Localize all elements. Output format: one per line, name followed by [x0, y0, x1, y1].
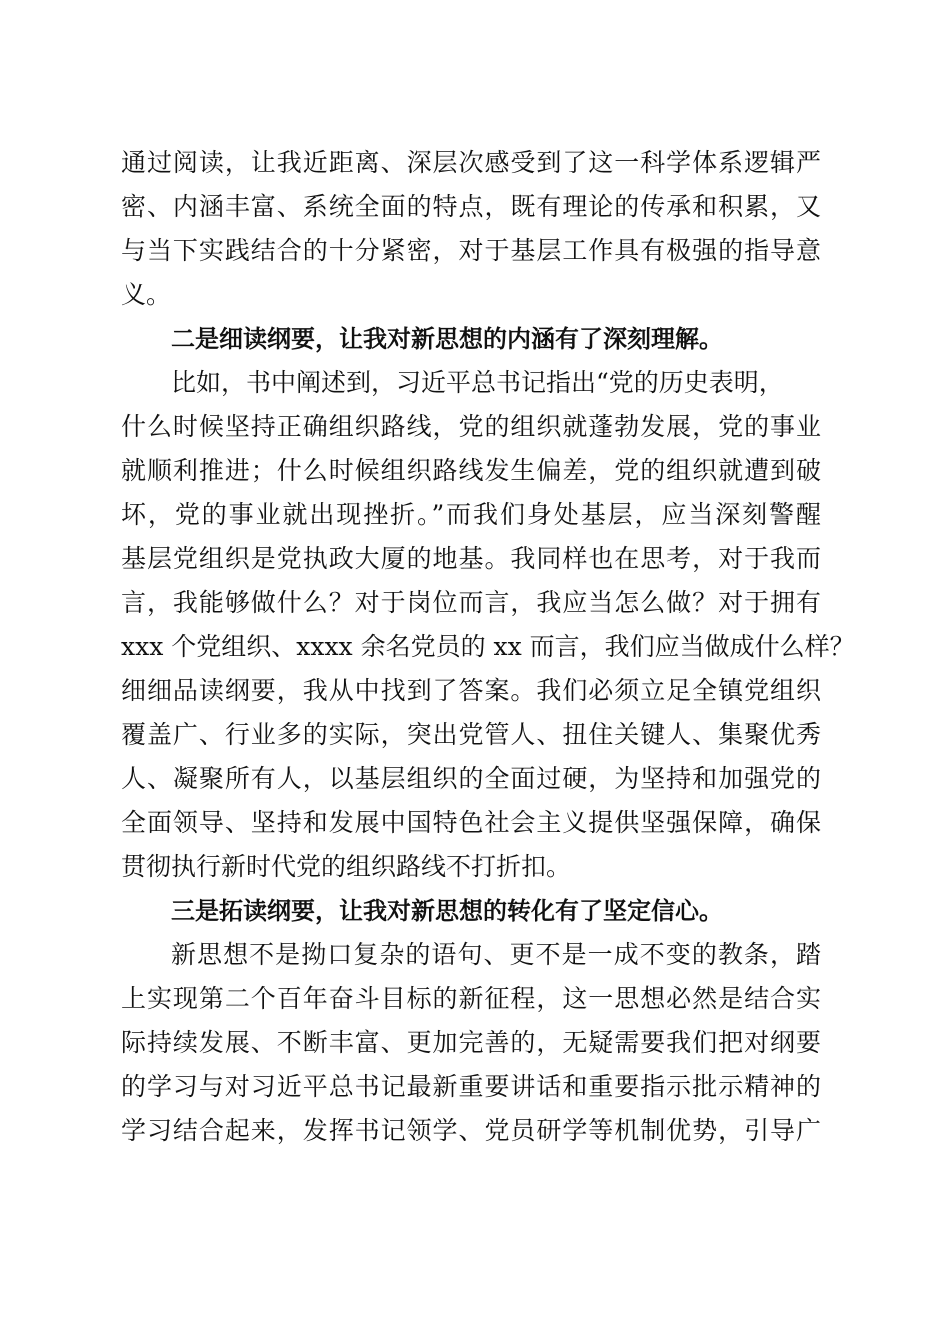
- paragraph-line: 通过阅读，让我近距离、深层次感受到了这一科学体系逻辑严: [121, 148, 821, 177]
- paragraph-line: 人、凝聚所有人，以基层组织的全面过硬，为坚持和加强党的: [121, 764, 821, 793]
- paragraph-line: 义。: [121, 280, 172, 309]
- paragraph-line: 就顺利推进；什么时候组织路线发生偏差，党的组织就遭到破: [121, 456, 821, 485]
- paragraph-line: 密、内涵丰富、系统全面的特点，既有理论的传承和积累，又: [121, 192, 821, 221]
- paragraph-line: 际持续发展、不断丰富、更加完善的，无疑需要我们把对纲要: [121, 1028, 821, 1057]
- paragraph-line: 的学习与对习近平总书记最新重要讲话和重要指示批示精神的: [121, 1072, 821, 1101]
- paragraph-line: 新思想不是拗口复杂的语句、更不是一成不变的教条，踏: [171, 940, 821, 969]
- paragraph-line: 覆盖广、行业多的实际，突出党管人、扭住关键人、集聚优秀: [121, 720, 821, 749]
- paragraph-line: 学习结合起来，发挥书记领学、党员研学等机制优势，引导广: [121, 1116, 821, 1145]
- paragraph-line: 与当下实践结合的十分紧密，对于基层工作具有极强的指导意: [121, 236, 821, 265]
- paragraph-line: 言，我能够做什么？对于岗位而言，我应当怎么做？对于拥有: [121, 588, 821, 617]
- paragraph-line: 细细品读纲要，我从中找到了答案。我们必须立足全镇党组织: [121, 676, 821, 705]
- paragraph-line: 贯彻执行新时代党的组织路线不打折扣。: [121, 852, 572, 881]
- paragraph-line: 基层党组织是党执政大厦的地基。我同样也在思考，对于我而: [121, 544, 821, 573]
- section-heading: 三是拓读纲要，让我对新思想的转化有了坚定信心。: [171, 897, 723, 925]
- paragraph-line: 上实现第二个百年奋斗目标的新征程，这一思想必然是结合实: [121, 984, 821, 1013]
- paragraph-line: xxx 个党组织、xxxx 余名党员的 xx 而言，我们应当做成什么样？: [121, 632, 855, 661]
- section-heading: 二是细读纲要，让我对新思想的内涵有了深刻理解。: [171, 325, 723, 353]
- paragraph-line: 全面领导、坚持和发展中国特色社会主义提供坚强保障，确保: [121, 808, 821, 837]
- paragraph-line: 坏，党的事业就出现挫折。”而我们身处基层，应当深刻警醒: [121, 500, 821, 529]
- paragraph-line: 比如，书中阐述到，习近平总书记指出“党的历史表明，: [171, 368, 784, 397]
- paragraph-line: 什么时候坚持正确组织路线，党的组织就蓬勃发展，党的事业: [121, 412, 821, 441]
